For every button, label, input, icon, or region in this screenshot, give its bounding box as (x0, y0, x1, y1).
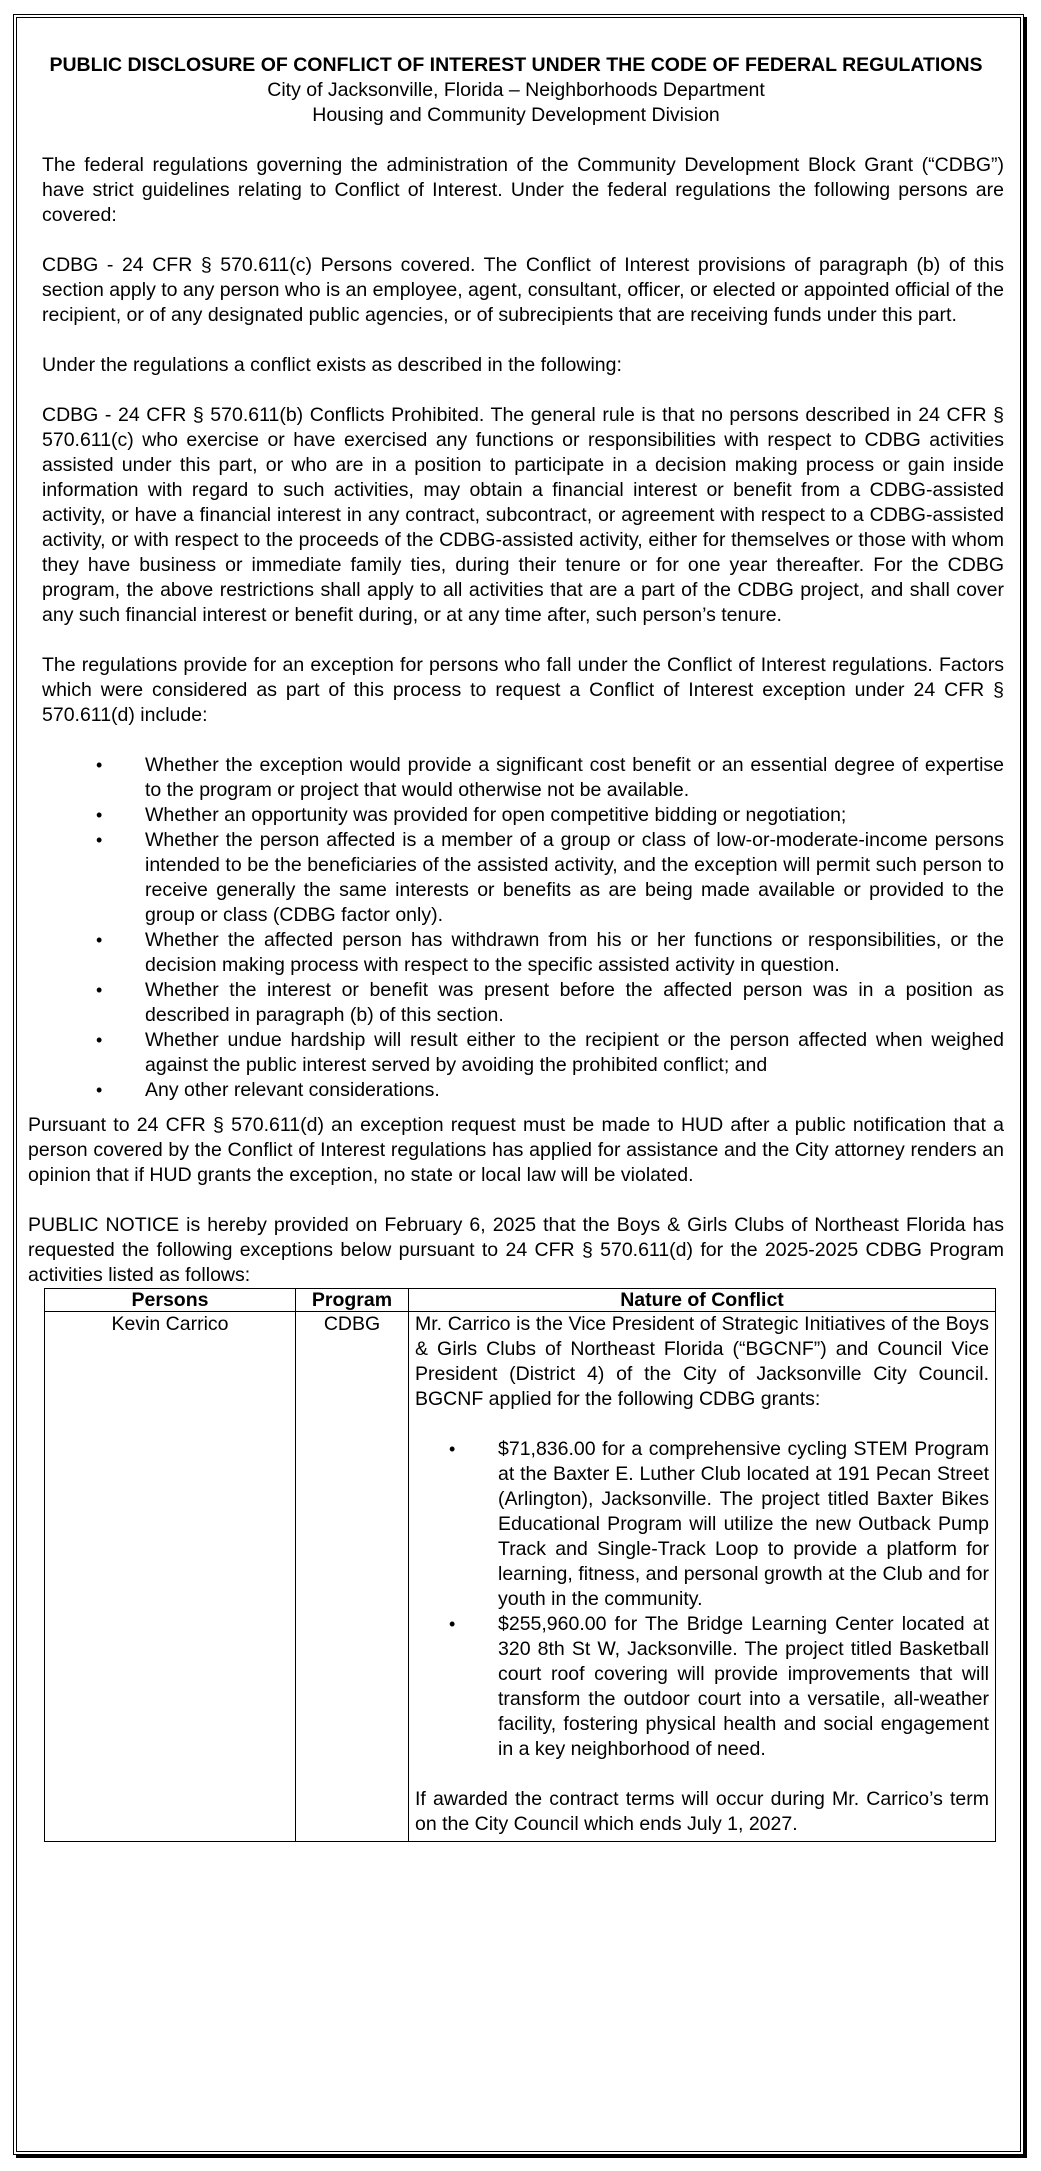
bullet-icon: • (449, 1439, 456, 1459)
bullet-icon: • (96, 1030, 103, 1050)
department-line: City of Jacksonville, Florida – Neighborhoods Department (267, 79, 765, 101)
bullet-icon: • (96, 980, 103, 1000)
persons-header: Persons (45, 1289, 296, 1312)
table-row (45, 1312, 996, 1842)
list-item: • Whether the exception would provide a significant cost benefit or an essential degree of expertise to the program or project that would otherwise not be available. (96, 754, 1004, 801)
nature-intro: Mr. Carrico is the Vice President of Strategic Initiatives of the Boys & Girls Clubs of Northeast Florida (“BGCNF”) and Council Vice President (District 4) of the City of Jacksonville City Council. BGCNF applied for the following CDBG grants: (415, 1313, 989, 1410)
bullet-icon: • (96, 805, 103, 825)
notice-title: PUBLIC DISCLOSURE OF CONFLICT OF INTEREST UNDER THE CODE OF FEDERAL REGULATIONS (49, 54, 983, 76)
list-item: • Whether the affected person has withdrawn from his or her functions or responsibilities, or the decision making process with respect to the specific assisted activity in question. (96, 929, 1004, 976)
conflict-exists-paragraph: Under the regulations a conflict exists as described in the following: (42, 354, 622, 376)
program-header: Program (296, 1289, 409, 1312)
list-item: • $255,960.00 for The Bridge Learning Center located at 320 8th St W, Jacksonville. The project titled Basketball court roof covering will provide improvements that will transform the outdoor court into a versatile, all-weather facility, fostering physical health and social engagement in a key neighborhood of need. (449, 1613, 989, 1760)
list-item: • Whether the person affected is a member of a group or class of low-or-moderate-income persons intended to be the beneficiaries of the assisted activity, and the exception will permit such person to receive generally the same interests or benefits as are being made available or provided to the group or class (CDBG factor only). (96, 829, 1004, 926)
conflicts-prohibited-paragraph: CDBG - 24 CFR § 570.611(b) Conflicts Prohibited. The general rule is that no persons described in 24 CFR § 570.611(c) who exercise or have exercised any functions or responsibilities with respect to CDBG activities assisted under this part, or who are in a position to participate in a decision making process or gain inside information with regard to such activities, may obtain a financial interest or benefit from a CDBG-assisted activity, or have a financial interest in any contract, subcontract, or agreement with respect to a CDBG-assisted activity, or with respect to the proceeds of the CDBG-assisted activity, either for themselves or those with whom they have business or immediate family ties, during their tenure or for one year thereafter. For the CDBG program, the above restrictions shall apply to all activities that are a part of the CDBG project, and shall cover any such financial interest or benefit during, or at any time after, such person’s tenure. (42, 404, 1004, 626)
pursuant-paragraph: Pursuant to 24 CFR § 570.611(d) an exception request must be made to HUD after a public notification that a person covered by the Conflict of Interest regulations has applied for assistance and the City attorney renders an opinion that if HUD grants the exception, no state or local law will be violated. (28, 1114, 1004, 1186)
program-cell: CDBG (296, 1312, 409, 1842)
exception-intro-paragraph: The regulations provide for an exception for persons who fall under the Conflict of Interest regulations. Factors which were considered as part of this process to request a Conflict of Interest exception under 24 CFR § 570.611(d) include: (42, 654, 1004, 726)
bullet-icon: • (449, 1614, 456, 1634)
notice-content (28, 53, 1004, 1842)
nature-cell (409, 1312, 996, 1842)
bullet-icon: • (96, 830, 103, 850)
bullet-icon: • (96, 930, 103, 950)
table-header-row (45, 1289, 996, 1312)
list-item: • Whether an opportunity was provided for open competitive bidding or negotiation; (96, 804, 847, 826)
bullet-icon: • (96, 755, 103, 775)
grants-list (415, 1437, 989, 1762)
list-item: • Whether undue hardship will result either to the recipient or the person affected when weighed against the public interest served by avoiding the prohibited conflict; and (96, 1029, 1004, 1076)
conflicts-table (44, 1288, 996, 1842)
list-item: • $71,836.00 for a comprehensive cycling STEM Program at the Baxter E. Luther Club located at 191 Pecan Street (Arlington), Jacksonville. The project titled Baxter Bikes Educational Program will utilize the new Outback Pump Track and Single-Track Loop to provide a platform for learning, fitness, and personal growth at the Club and for youth in the community. (449, 1438, 989, 1610)
nature-header: Nature of Conflict (409, 1289, 996, 1312)
public-notice-paragraph: PUBLIC NOTICE is hereby provided on February 6, 2025 that the Boys & Girls Clubs of Northeast Florida has requested the following exceptions below pursuant to 24 CFR § 570.611(d) for the 2025-2025 CDBG Program activities listed as follows: (28, 1214, 1004, 1286)
nature-closing: If awarded the contract terms will occur during Mr. Carrico’s term on the City Council which ends July 1, 2027. (415, 1788, 989, 1835)
intro-paragraph: The federal regulations governing the administration of the Community Development Block Grant (“CDBG”) have strict guidelines relating to Conflict of Interest. Under the federal regulations the following persons are covered: (42, 154, 1004, 226)
persons-covered-paragraph: CDBG - 24 CFR § 570.611(c) Persons covered. The Conflict of Interest provisions of paragraph (b) of this section apply to any person who is an employee, agent, consultant, officer, or elected or appointed official of the recipient, or of any designated public agencies, or of subrecipients that are receiving funds under this part. (42, 254, 1004, 326)
division-line: Housing and Community Development Division (312, 104, 720, 126)
exception-factors-list (28, 753, 1004, 1103)
bullet-icon: • (96, 1080, 103, 1100)
list-item: • Whether the interest or benefit was present before the affected person was in a position as described in paragraph (b) of this section. (96, 979, 1004, 1026)
person-cell: Kevin Carrico (45, 1312, 296, 1842)
list-item: • Any other relevant considerations. (96, 1079, 440, 1101)
